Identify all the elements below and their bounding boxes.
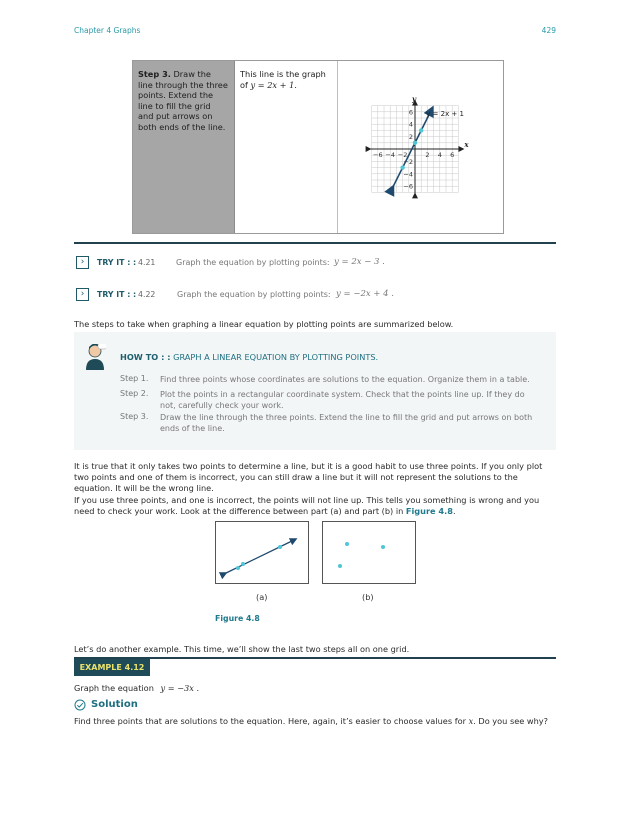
howto-step-text: Find three points whose coordinates are solutions to the equation. Organize them in a table. [160,375,530,384]
y-axis-label: y [412,94,417,104]
example-tag: EXAMPLE 4.12 [74,659,150,676]
intro-text: The steps to take when graphing a linear equation by plotting points are summarized below. [74,319,454,329]
example-equation: y = −3x . [160,683,200,693]
y-tick-label: 4 [408,120,413,129]
tryit-text: Graph the equation by plotting points: [176,258,330,267]
x-tick-label: −6 [373,151,383,159]
example-header [74,657,556,676]
tryit-number: 4.21 [138,258,156,267]
tryit-text: Graph the equation by plotting points: [177,290,331,299]
plot-point [345,542,349,546]
howto-step-num: Step 1. [120,374,149,383]
howto-step-num: Step 3. [120,412,149,421]
tryit-equation: y = −2x + 4 . [336,289,394,299]
howto-title: GRAPH A LINEAR EQUATION BY PLOTTING POINTS. [173,352,379,362]
howto-step-text: Draw the line through the three points. Extend the line to fill the grid and put arrows on both ends of the line. [160,413,533,433]
step3-title: Step 3. [138,69,171,79]
howto-label: HOW TO : : [120,352,171,362]
y-tick-label: 6 [408,108,413,117]
another-example-text: Let’s do another example. This time, we’ll show the last two steps all on one grid. [74,644,410,654]
page-number: 429 [541,26,556,35]
y-tick-label: −2 [403,157,413,166]
figure-label-a: (a) [256,592,268,602]
solution-text-start: Find three points that are solutions to the equation. Here, again, it’s easier to choose values for [74,716,469,726]
chapter-header: Chapter 4 Graphs [74,26,141,35]
coordinate-graph [338,61,503,233]
y-tick-label: 2 [408,133,413,142]
figure-b-box [322,521,416,584]
howto-step-text: Plot the points in a rectangular coordinate system. Check that the points line up. If they do not, carefully check your work. [160,390,525,410]
check-circle-icon [74,699,86,711]
plot-point [419,128,423,132]
example-prompt [74,683,199,694]
plot-point [413,141,417,145]
plot-point [278,545,282,549]
figure-label-b: (b) [362,592,374,602]
line-label: y = 2x + 1 [426,110,464,119]
plot-point [381,545,385,549]
paragraph-figure-ref [74,495,558,517]
step3-description-cell [235,61,338,233]
x-axis-label: x [464,140,469,149]
paragraph-text: If you use three points, and one is incorrect, the points will not line up. This tells you something is wrong and you need to check your work. Look at the difference between part (a) and part (b) in [74,495,540,516]
tryit-equation: y = 2x − 3 . [334,257,385,267]
x-tick-label: 4 [437,151,442,159]
step3-instruction: Draw the line through the three points. Extend the line to fill the grid and put arrows on both ends of the line. [138,69,228,132]
solution-text-end: . Do you see why? [473,716,548,726]
x-tick-label: −4 [385,151,395,159]
paragraph-end: . [452,506,456,516]
howto-heading [120,352,378,362]
solution-text [74,716,564,727]
tryit-label: TRY IT : : [97,290,137,299]
figure-link[interactable]: Figure 4.8 [405,506,453,516]
section-divider [74,242,556,244]
step3-equation: y = 2x + 1. [250,79,297,90]
plot-point [338,564,342,568]
tryit-label: TRY IT : : [97,258,137,267]
chevron-right-icon[interactable]: › [76,256,89,269]
step3-graph [338,61,503,233]
howto-box [74,332,556,450]
y-tick-label: −4 [403,170,413,179]
figure-b-graph [323,522,415,583]
plot-point [400,165,404,169]
solution-title: Solution [91,699,138,710]
x-tick-label: 2 [425,151,430,159]
figure-a-box [215,521,309,584]
figure-caption: Figure 4.8 [215,614,260,623]
step3-description: This line is the graph of [240,69,326,90]
chevron-right-icon[interactable]: › [76,288,89,301]
howto-step-num: Step 2. [120,389,149,398]
step3-table [132,60,504,234]
tryit-number: 4.22 [138,290,156,299]
figure-a-graph [216,522,308,583]
x-tick-label: 6 [450,151,455,159]
paragraph-three-points: It is true that it only takes two points to determine a line, but it is a good habit to use three points. If you only plot two points and one of them is incorrect, you can still draw a line but it will not represent the solutions to the equation. It will be the wrong line. [74,461,543,493]
x-tick-label: −2 [397,151,408,159]
plot-point [241,562,245,566]
plot-point [236,566,240,570]
solution-variable: x [468,716,474,726]
step3-instruction-cell [133,61,235,233]
y-tick-label: −6 [403,182,413,191]
example-prompt-text: Graph the equation [74,683,154,693]
person-icon [84,344,106,370]
